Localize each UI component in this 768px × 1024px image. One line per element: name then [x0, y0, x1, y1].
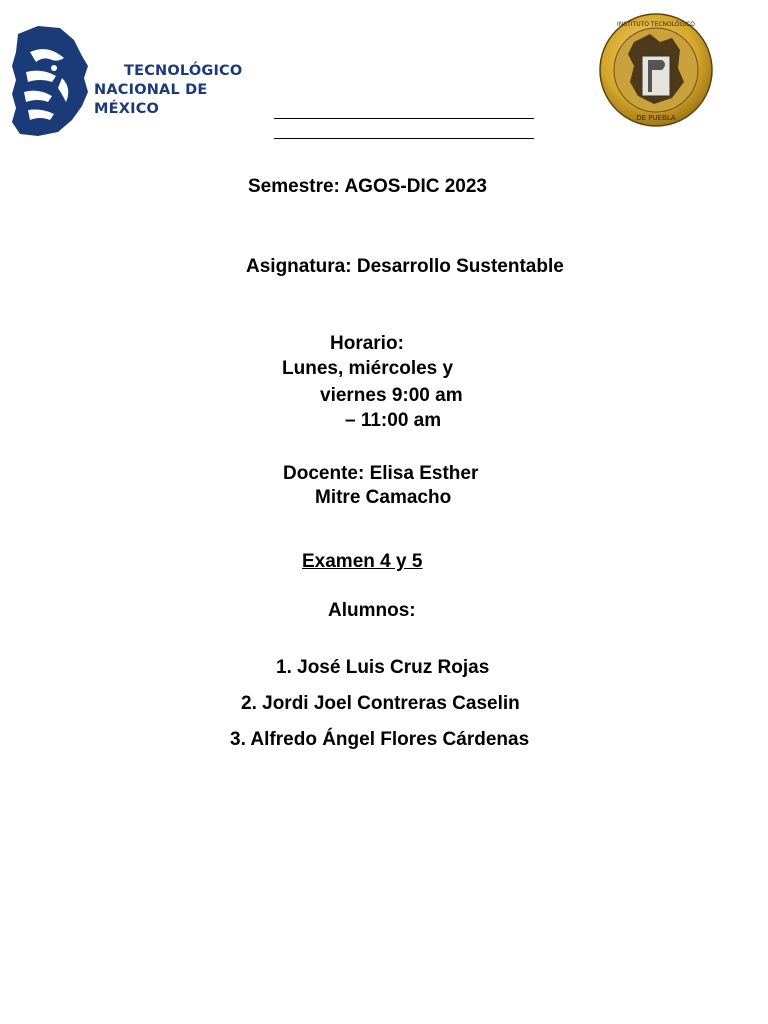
itp-seal-icon: [598, 12, 714, 128]
tecnm-logo: [8, 22, 268, 140]
asignatura-text: Asignatura: Desarrollo Sustentable: [246, 256, 564, 277]
examen-title: Examen 4 y 5: [302, 551, 423, 572]
itp-seal: [598, 12, 714, 128]
svg-text:INSTITUTO TECNOLÓGICO: INSTITUTO TECNOLÓGICO: [617, 21, 695, 28]
tecnm-name-line2: NACIONAL DE MÉXICO: [94, 82, 208, 117]
blank-line-1: [274, 118, 534, 119]
tecnm-name-line1: TECNOLÓGICO: [124, 63, 243, 79]
alumnos-label: Alumnos:: [328, 600, 416, 621]
docente-line1: Docente: Elisa Esther: [283, 463, 479, 484]
horario-line3: – 11:00 am: [345, 410, 442, 431]
tecnm-gear-icon: [8, 22, 90, 140]
semestre-text: Semestre: AGOS-DIC 2023: [248, 176, 488, 197]
horario-line1: Lunes, miércoles y: [282, 358, 454, 379]
alumno-item-2: 2. Jordi Joel Contreras Caselin: [241, 693, 520, 714]
horario-line2: viernes 9:00 am: [320, 385, 463, 406]
blank-line-2: [274, 138, 534, 139]
alumno-item-3: 3. Alfredo Ángel Flores Cárdenas: [230, 729, 530, 750]
svg-text:DE PUEBLA: DE PUEBLA: [636, 114, 676, 122]
alumno-item-1: 1. José Luis Cruz Rojas: [276, 657, 490, 678]
horario-label: Horario:: [330, 333, 404, 354]
docente-line2: Mitre Camacho: [315, 487, 452, 508]
